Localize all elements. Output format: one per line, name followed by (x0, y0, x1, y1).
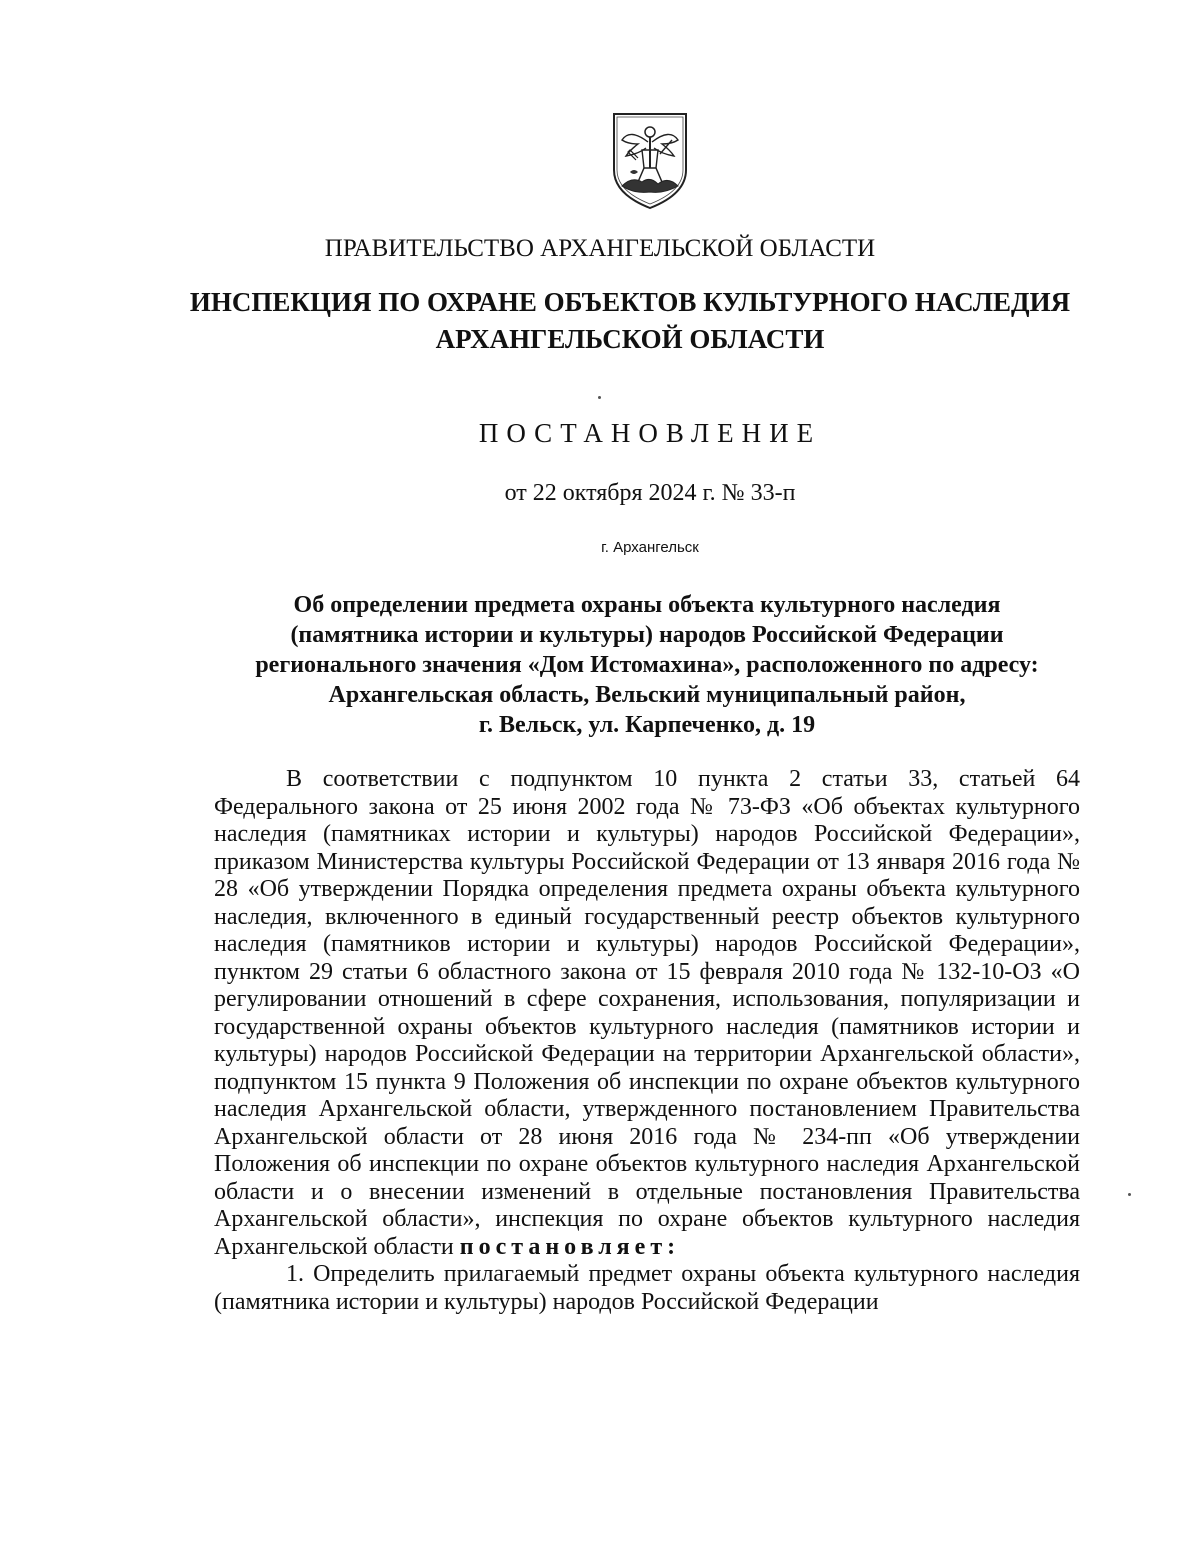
government-name: ПРАВИТЕЛЬСТВО АРХАНГЕЛЬСКОЙ ОБЛАСТИ (324, 235, 876, 262)
inspection-name-line: АРХАНГЕЛЬСКОЙ ОБЛАСТИ (435, 324, 825, 354)
title-line: регионального значения «Дом Истомахина», расположенного по адресу: (255, 652, 1039, 678)
title-line: (памятника истории и культуры) народов Российской Федерации (290, 622, 1004, 648)
coat-of-arms-icon (608, 110, 692, 210)
body-paragraph: 1. Определить прилагаемый предмет охраны объекта культурного наследия (памятника истории и культуры) народов Российской Федерации (214, 1261, 1080, 1315)
scan-speck (1128, 1193, 1131, 1196)
inspection-name (180, 284, 1080, 358)
scan-speck (598, 396, 601, 399)
title-line: г. Вельск, ул. Карпеченко, д. 19 (478, 712, 816, 738)
document-title (214, 590, 1080, 740)
document-date-number: от 22 октября 2024 г. № 33-п (504, 480, 796, 506)
title-line: Об определении предмета охраны объекта культурного наследия (293, 592, 1001, 618)
body-paragraph (214, 766, 1080, 1261)
document-body (214, 766, 1080, 1316)
document-type: ПОСТАНОВЛЕНИЕ (478, 418, 822, 448)
title-line: Архангельская область, Вельский муниципальный район, (328, 682, 966, 708)
inspection-name-line: ИНСПЕКЦИЯ ПО ОХРАНЕ ОБЪЕКТОВ КУЛЬТУРНОГО НАСЛЕДИЯ (189, 287, 1071, 317)
decree-word: постановляет: (459, 1233, 681, 1260)
document-city: г. Архангельск (601, 539, 699, 556)
preamble-text: В соответствии с подпунктом 10 пункта 2 статьи 33, статьей 64 Федерального закона от 25 июня 2002 года № 73-ФЗ «Об объектах культурного наследия (памятниках истории и культуры) народов Российской Федерации», приказом Министерства культуры Российской Федерации от 13 января 2016 года № 28 «Об утверждении Порядка определения предмета охраны объекта культурного наследия, включенного в единый государственный реестр объектов культурного наследия (памятников истории и культуры) народов Российской Федерации», пунктом 29 статьи 6 областного закона от 15 февраля 2010 года № 132-10-ОЗ «О регулировании отношений в сфере сохранения, использования, популяризации и государственной охраны объектов культурного наследия (памятников истории и культуры) народов Российской Федерации на территории Архангельской области», подпунктом 15 пункта 9 Положения об инспекции по охране объектов культурного наследия Архангельской области, утвержденного постановлением Правительства Архангельской области от 28 июня 2016 года № 234-пп «Об утверждении Положения об инспекции по охране объектов культурного наследия Архангельской области и о внесении изменений в отдельные постановления Правительства Архангельской области», инспекция по охране объектов культурного наследия Архангельской области (214, 766, 1080, 1260)
